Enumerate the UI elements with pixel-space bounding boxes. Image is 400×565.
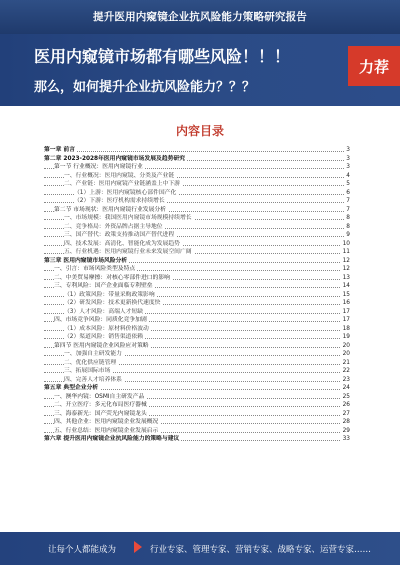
toc-entry-page: 11	[342, 249, 350, 255]
toc-entry[interactable]	[44, 325, 350, 334]
toc-entry-label: 二、产业链：医用内窥镜产业链涵盖上中下游	[64, 181, 180, 187]
toc-entry-page: 33	[342, 436, 350, 442]
toc-entry-page: 25	[342, 393, 350, 400]
toc-entry-label: 第一节 行业概况：医用内窥镜行业	[54, 164, 143, 170]
toc-entry[interactable]	[44, 206, 350, 215]
toc-entry-label: （3）人才风险：高端人才短缺	[64, 308, 144, 315]
toc-entry-page: 5	[346, 181, 350, 187]
hero-headline: 医用内窥镜市场都有哪些风险！！！	[34, 47, 291, 66]
toc-entry-page: 15	[342, 291, 350, 298]
toc-entry[interactable]	[44, 401, 350, 410]
toc-entry-label: 五、行业总结：医用内窥镜企业发展启示	[54, 427, 159, 434]
toc-entry-label: （2）下游：医疗机构需求持续增长	[74, 198, 165, 204]
toc-entry-page: 4	[346, 172, 350, 179]
toc-entry-label: 四、技术发展：高清化、智能化成为发展趋势	[64, 240, 180, 247]
toc-entry[interactable]	[44, 274, 350, 283]
toc-entry-page: 6	[346, 189, 350, 196]
toc-entry-label: 四、市场竞争风险：同质化竞争加剧	[54, 317, 147, 323]
recommend-badge	[348, 46, 400, 86]
toc-entry-page: 14	[342, 283, 350, 289]
toc-entry-page: 8	[346, 223, 350, 230]
toc-entry-label: 二、竞争格局：外资品牌占据主导地位	[64, 223, 163, 230]
toc-entry-page: 22	[342, 368, 350, 374]
toc-entry-page: 3	[346, 155, 350, 162]
toc-entry[interactable]	[44, 291, 350, 300]
toc-entry-label: 三、海泰新光：国产荧光内窥镜龙头	[54, 410, 147, 417]
toc-entry[interactable]	[44, 342, 350, 351]
toc-entry-page: 24	[342, 385, 350, 391]
toc-entry-label: （2）渠道风险：销售渠道依赖	[64, 334, 144, 340]
footer-roles: 行业专家、管理专家、营销专家、战略专家、运营专家……	[150, 545, 372, 555]
toc-entry-label: 三、专利风险：国产企业面临专利壁垒	[54, 283, 153, 289]
toc-entry-page: 3	[346, 164, 350, 170]
toc-entry-page: 12	[342, 257, 350, 264]
toc-entry[interactable]	[44, 172, 350, 181]
toc-entry-page: 17	[342, 308, 350, 315]
toc-entry[interactable]	[44, 248, 350, 257]
toc-entry-label: 一、行业概况：医用内窥镜、分类及产业链	[64, 172, 175, 179]
toc-entry-page: 23	[342, 376, 350, 383]
toc-entry[interactable]	[44, 180, 350, 189]
toc-entry-label: 第五章 典型企业分析	[44, 385, 99, 391]
recommend-badge-label: 力荐	[358, 57, 389, 76]
toc-entry-label: （1）政策风险：带量采购政策影响	[64, 291, 155, 298]
toc-title: 内容目录	[175, 124, 224, 138]
toc-entry[interactable]	[44, 155, 350, 164]
toc-entry[interactable]	[44, 359, 350, 368]
toc-entry-page: 17	[342, 317, 350, 323]
toc-entry-page: 29	[342, 427, 350, 434]
toc-entry-page: 13	[342, 274, 350, 281]
toc-entry-label: 二、开立医疗：多元化布局医疗器械	[54, 402, 147, 408]
report-title: 提升医用内窥镜企业抗风险能力策略研究报告	[93, 11, 307, 23]
toc-entry[interactable]	[44, 231, 350, 240]
toc-entry-label: 四、完善人才培养体系	[64, 376, 122, 383]
toc-entry-page: 9	[346, 232, 350, 238]
toc-entry-label: 一、澳华内镜：OSMI自主研发产品	[54, 393, 145, 400]
hero-banner	[0, 34, 400, 106]
toc-entry-page: 3	[346, 147, 350, 153]
table-of-contents	[44, 146, 350, 444]
toc-entry-label: 三、拓展国际市场	[64, 368, 111, 374]
toc-entry[interactable]	[44, 350, 350, 359]
toc-entry[interactable]	[44, 376, 350, 385]
toc-leader-dots	[44, 151, 350, 152]
toc-entry[interactable]	[44, 257, 350, 266]
toc-entry[interactable]	[44, 163, 350, 172]
toc-entry-page: 8	[346, 215, 350, 221]
toc-entry-label: （2）研发风险：技术更新换代速度快	[64, 300, 161, 306]
toc-entry[interactable]	[44, 410, 350, 419]
toc-entry-label: （1）成本风险：原材料价格波动	[64, 325, 149, 332]
toc-entry-label: 一、引言：市场风险类型及特点	[54, 266, 136, 272]
toc-entry-page: 7	[346, 206, 350, 213]
toc-entry[interactable]	[44, 316, 350, 325]
toc-entry-label: 第一章 前言	[44, 147, 76, 153]
toc-entry-label: 一、市场规模：我国医用内窥镜市场规模持续增长	[64, 215, 192, 221]
toc-entry-label: 四、其他企业：医用内窥镜企业发展概况	[54, 419, 159, 425]
toc-entry-page: 10	[342, 240, 350, 247]
toc-entry[interactable]	[44, 299, 350, 308]
toc-entry[interactable]	[44, 282, 350, 291]
toc-entry-label: 第二节 市场现状：医用内窥镜行业发展分析	[54, 206, 166, 213]
toc-entry[interactable]	[44, 333, 350, 342]
toc-entry-label: （1）上游：医用内窥镜核心部件国产化	[74, 189, 177, 196]
toc-entry-page: 26	[342, 402, 350, 408]
footer-bar	[0, 532, 400, 565]
toc-entry[interactable]	[44, 308, 350, 317]
toc-entry[interactable]	[44, 214, 350, 223]
toc-entry-label: 第四节 医用内窥镜企业风险应对策略	[54, 342, 149, 349]
toc-entry-page: 27	[342, 410, 350, 417]
toc-entry[interactable]	[44, 146, 350, 155]
toc-entry[interactable]	[44, 265, 350, 274]
toc-entry-label: 二、优化供应链管理	[64, 359, 117, 366]
toc-entry-label: 二、中美贸易摩擦：对核心零部件进口的影响	[54, 274, 170, 281]
toc-entry[interactable]	[44, 435, 350, 444]
toc-entry[interactable]	[44, 384, 350, 393]
toc-entry[interactable]	[44, 418, 350, 427]
toc-entry-label: 第二章 2023-2028年医用内窥镜市场发展及趋势研究	[44, 155, 186, 162]
footer-slogan: 让每个人都能成为	[48, 545, 117, 555]
toc-entry[interactable]	[44, 367, 350, 376]
hero-subheadline: 那么，如何提升企业抗风险能力？？？	[34, 80, 256, 95]
toc-entry-page: 20	[342, 342, 350, 349]
header-bar	[0, 0, 400, 34]
toc-entry[interactable]	[44, 189, 350, 198]
toc-entry-label: 五、行业机遇：医用内窥镜行业未来发展空间广阔	[64, 249, 192, 255]
toc-entry[interactable]	[44, 427, 350, 436]
toc-entry-page: 18	[342, 325, 350, 332]
toc-entry-page: 21	[342, 359, 350, 366]
toc-entry-label: 三、国产替代：政策支持推动国产替代进程	[64, 232, 175, 238]
toc-entry-page: 12	[342, 266, 350, 272]
toc-entry-page: 28	[342, 419, 350, 425]
arrow-icon	[134, 541, 142, 553]
toc-entry-page: 19	[342, 334, 350, 340]
toc-entry-page: 7	[346, 198, 350, 204]
toc-entry[interactable]	[44, 197, 350, 206]
toc-entry-page: 20	[342, 351, 350, 357]
toc-entry-label: 一、加强自主研发能力	[64, 351, 122, 357]
toc-entry-page: 16	[342, 300, 350, 306]
toc-entry[interactable]	[44, 240, 350, 249]
toc-entry[interactable]	[44, 223, 350, 232]
toc-entry-label: 第三章 医用内窥镜市场风险分析	[44, 257, 128, 264]
toc-entry[interactable]	[44, 393, 350, 402]
toc-entry-label: 第六章 提升医用内窥镜企业抗风险能力的策略与建议	[44, 436, 180, 442]
